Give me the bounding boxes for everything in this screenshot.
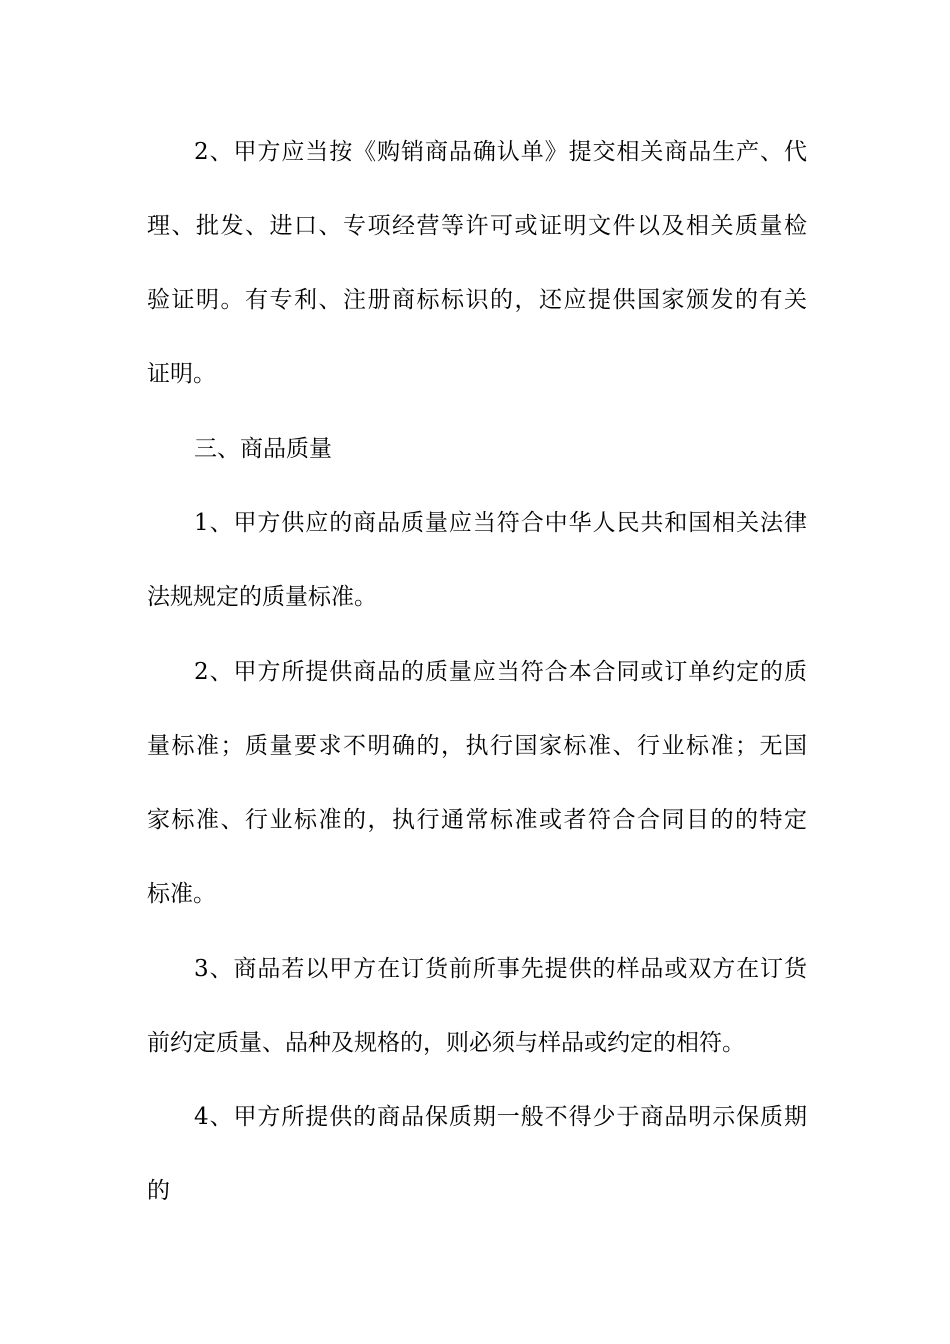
paragraph-line: 2、甲方应当按《购销商品确认单》提交相关商品生产、代 [194, 139, 807, 165]
paragraph-line: 前约定质量、品种及规格的，则必须与样品或约定的相符。 [147, 1030, 745, 1056]
paragraph-line: 的 [147, 1178, 170, 1204]
paragraph-line: 2、甲方所提供商品的质量应当符合本合同或订单约定的质 [194, 659, 807, 685]
paragraph-line: 理、批发、进口、专项经营等许可或证明文件以及相关质量检 [147, 213, 807, 239]
paragraph-line: 法规规定的质量标准。 [147, 584, 377, 610]
paragraph-line: 证明。 [147, 361, 216, 387]
section-heading: 三、商品质量 [194, 436, 332, 462]
paragraph-line: 标准。 [147, 881, 216, 907]
paragraph-line: 家标准、行业标准的，执行通常标准或者符合合同目的的特定 [147, 807, 807, 833]
paragraph-line: 量标准；质量要求不明确的，执行国家标准、行业标准；无国 [147, 733, 807, 759]
paragraph-line: 1、甲方供应的商品质量应当符合中华人民共和国相关法律 [194, 510, 807, 536]
paragraph-line: 3、商品若以甲方在订货前所事先提供的样品或双方在订货 [194, 956, 807, 982]
paragraph-line: 验证明。有专利、注册商标标识的，还应提供国家颁发的有关 [147, 287, 807, 313]
paragraph-line: 4、甲方所提供的商品保质期一般不得少于商品明示保质期 [194, 1104, 807, 1130]
